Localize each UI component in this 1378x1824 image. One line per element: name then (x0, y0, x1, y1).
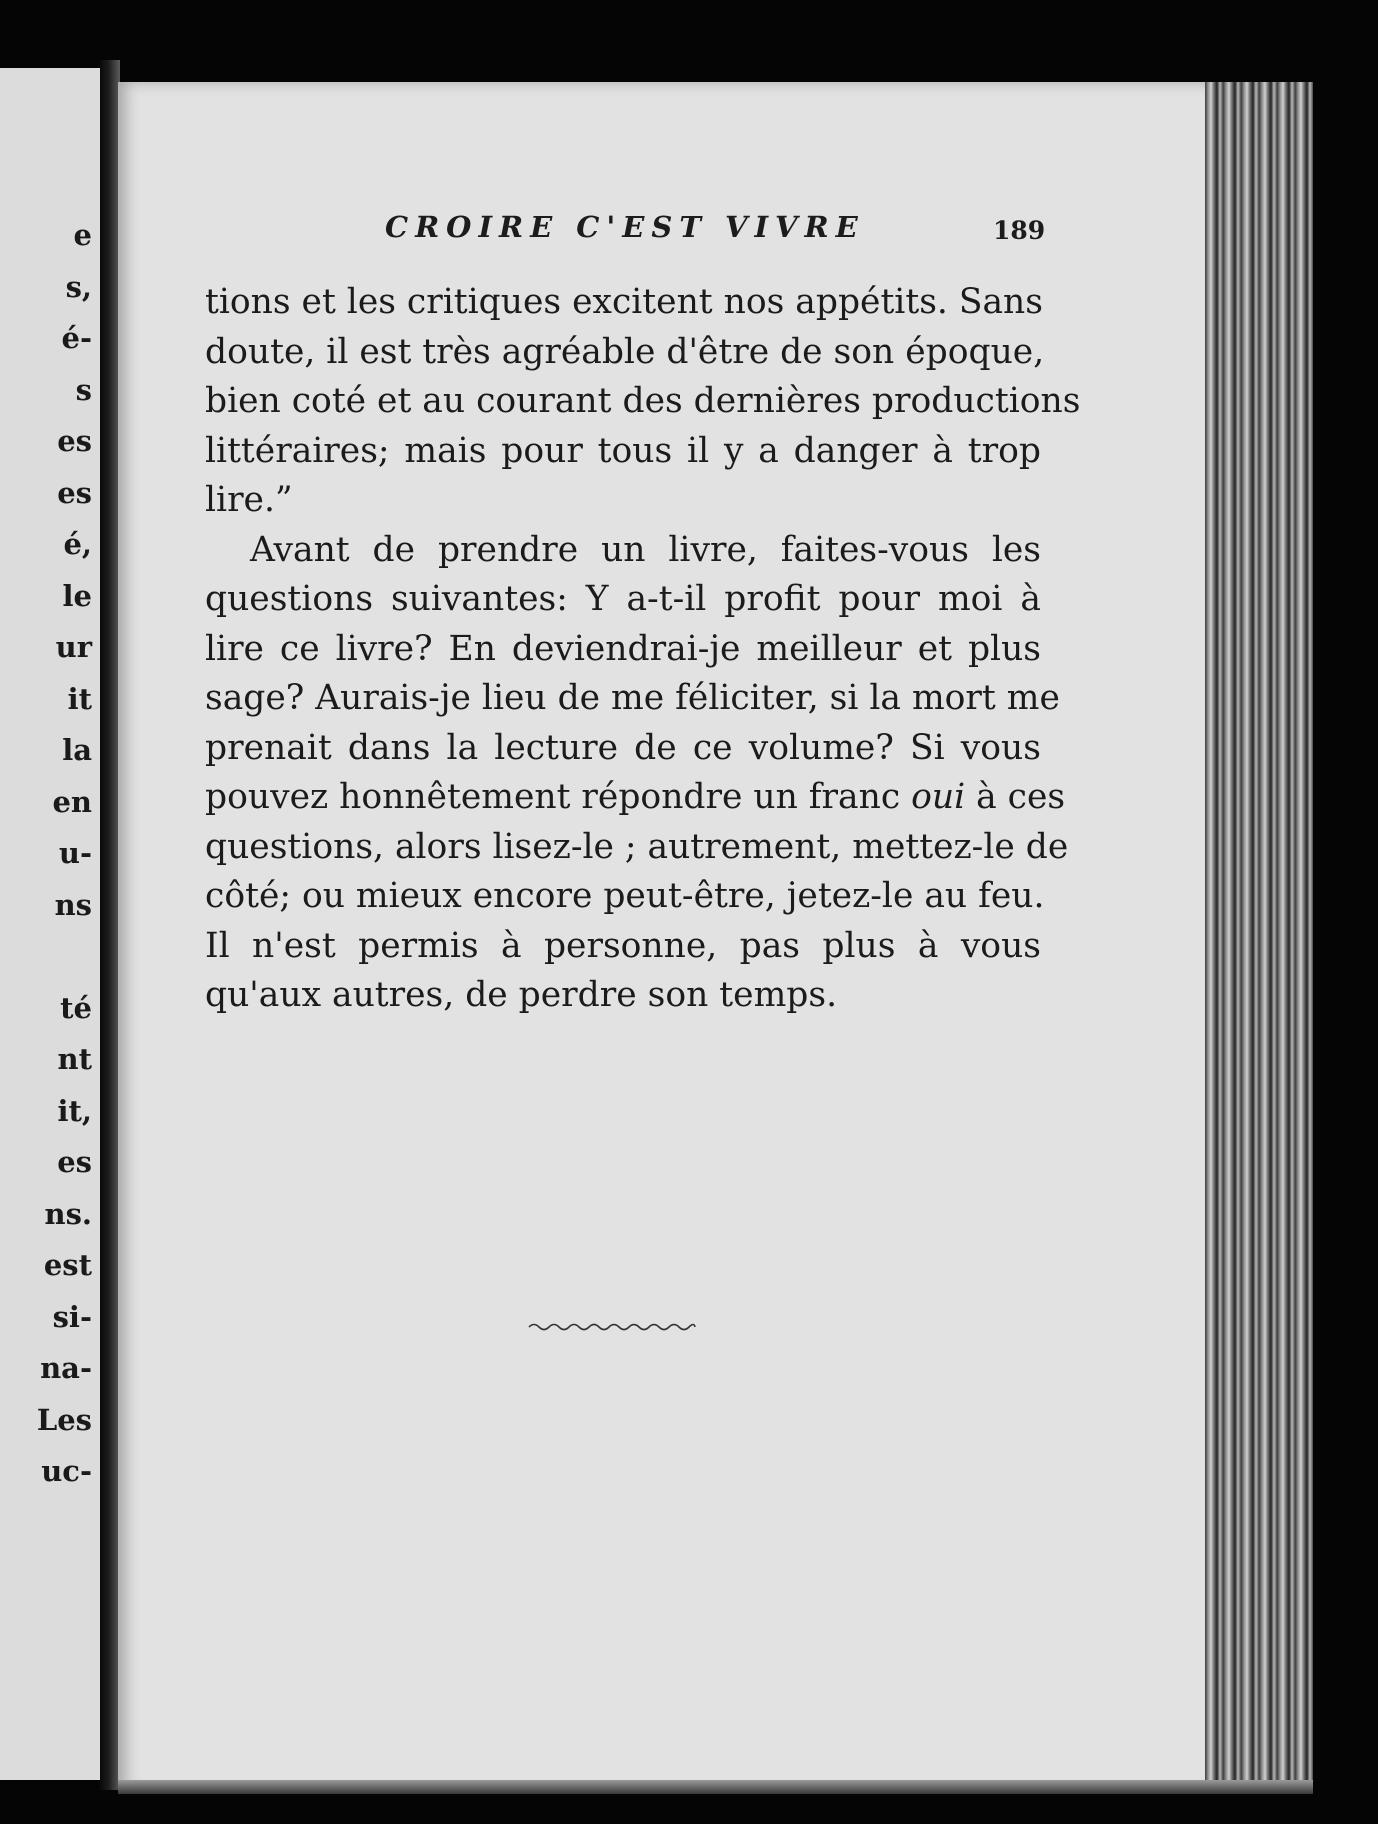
left-page-text-fragment: é- (61, 321, 92, 355)
left-page-text-fragment: uc- (41, 1454, 92, 1488)
text-line: tions et les critiques excitent nos appétits. Sans (205, 282, 1043, 322)
text-line: côté; ou mieux encore peut-être, jetez-le au feu. (205, 876, 1045, 916)
left-page-text-fragment: le (62, 578, 92, 613)
left-page-text-fragment: it, (57, 1093, 92, 1128)
left-page-text-fragment: ns (54, 887, 92, 922)
wavy-rule-ornament-icon (527, 1320, 697, 1334)
page-number: 189 (993, 216, 1046, 245)
left-page-text-fragment: té (60, 990, 92, 1025)
page-edges-bottom (118, 1780, 1313, 1794)
text-line: prenait dans la lecture de ce volume? Si vous (205, 727, 1041, 768)
text-line: questions, alors lisez-le ; autrement, mettez-le de (205, 826, 1069, 867)
text-line: qu'aux autres, de perdre son temps. (205, 975, 838, 1015)
left-page-text-fragment: it (67, 681, 92, 716)
text-line: questions suivantes: Y a-t-il profit pour moi à (205, 579, 1041, 619)
text-line: bien coté et au courant des dernières productions (205, 381, 1081, 421)
left-page-text-fragment: est (43, 1248, 92, 1282)
emphasized-word: oui (911, 777, 966, 817)
left-page-text-fragment: u- (58, 836, 92, 870)
text-line: littéraires; mais pour tous il y a danger à trop (205, 430, 1041, 471)
text-line: lire ce livre? En deviendrai-je meilleur et plus (205, 628, 1041, 669)
text-line-with-emphasis (205, 773, 1066, 823)
left-page-text-fragment: ur (55, 630, 92, 664)
text-segment: pouvez honnêtement répondre un franc (205, 777, 901, 817)
left-page-text-fragment: ns. (44, 1196, 92, 1231)
left-page-text-fragment: es (57, 1145, 92, 1179)
running-title: CROIRE C'EST VIVRE (385, 210, 865, 244)
left-page-text-fragment: es (57, 424, 92, 458)
left-page-text-fragment: s (75, 372, 92, 407)
text-line: Il n'est permis à personne, pas plus à vous (205, 925, 1041, 966)
left-page-text-fragment: na- (40, 1351, 92, 1385)
paragraph-start-line: Avant de prendre un livre, faites-vous les (250, 529, 1041, 570)
left-page-text-fragment: en (52, 784, 92, 819)
book-gutter (100, 60, 120, 1790)
left-page-text-fragment: la (62, 733, 92, 767)
body-text (205, 278, 1081, 1021)
left-page-fragment (0, 68, 100, 1780)
text-line: sage? Aurais-je lieu de me féliciter, si la mort me (205, 678, 1060, 718)
left-page-text-fragment: Les (36, 1402, 92, 1437)
left-page-text-fragment: é, (63, 527, 92, 561)
left-page-text-fragment: s, (65, 269, 92, 304)
text-segment: à ces (976, 777, 1066, 817)
text-line: doute, il est très agréable d'être de son époque, (205, 331, 1045, 372)
text-line: lire.” (205, 480, 293, 520)
left-page-text-fragment: es (57, 475, 92, 510)
left-page-text-fragment: nt (57, 1042, 92, 1076)
left-page-text-fragment: e (73, 218, 92, 252)
left-page-text-fragment: si- (52, 1299, 92, 1334)
page-edges (1205, 82, 1313, 1792)
